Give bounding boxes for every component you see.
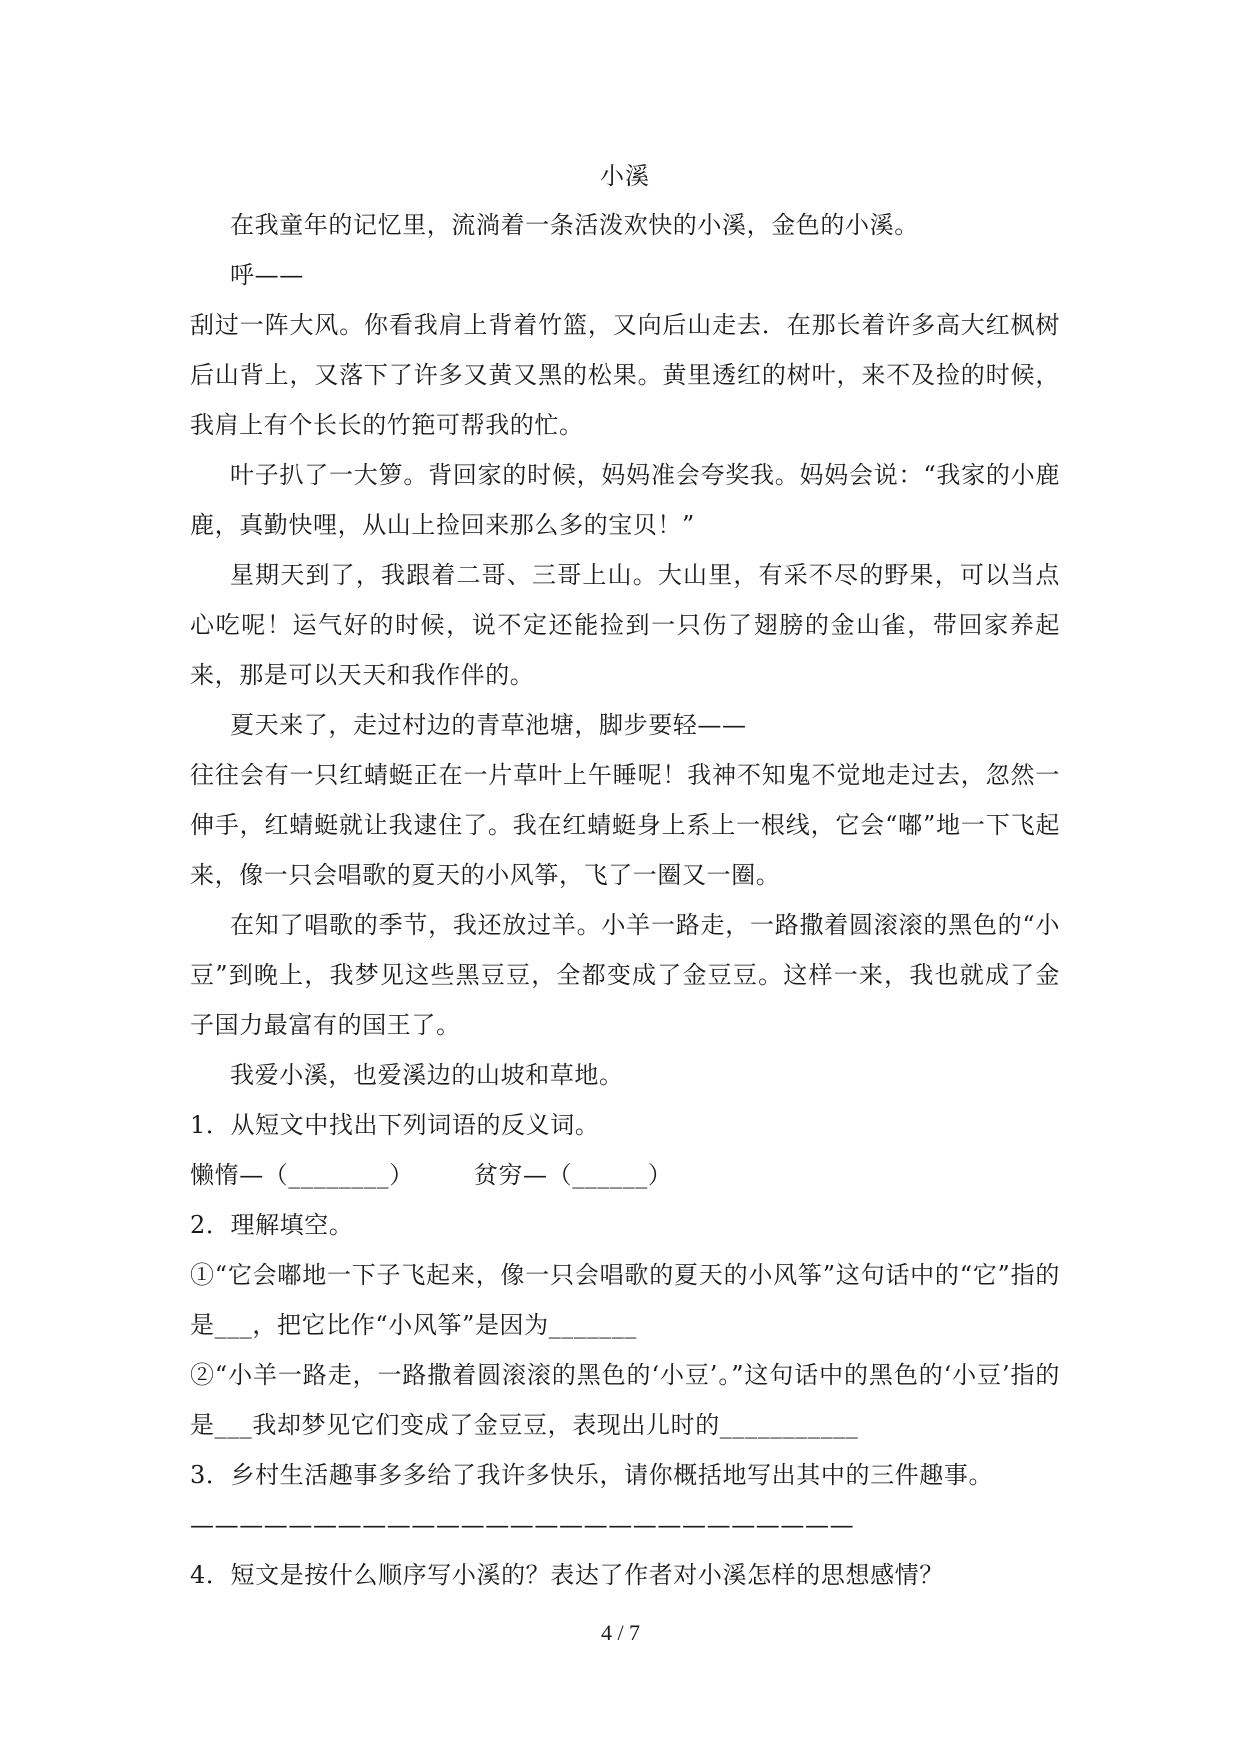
paragraph-4: 叶子扒了一大箩。背回家的时候，妈妈准会夸奖我。妈妈会说：“我家的小鹿鹿，真勤快哩，从山上捡回来那么多的宝贝！” [190,461,1060,539]
question-2-item-1[interactable]: ①“它会嘟地一下子飞起来，像一只会唱歌的夏天的小风筝”这句话中的“它”指的是___，把它比作“小风筝”是因为_______ [190,1261,1060,1339]
paragraph-6: 夏天来了，走过村边的青草池塘，脚步要轻—— [230,711,747,739]
question-1-answers [190,1150,1060,1200]
paragraph-3: 刮过一阵大风。你看我肩上背着竹篮，又向后山走去．在那长着许多高大红枫树后山背上，又落下了许多又黄又黑的松果。黄里透红的树叶，来不及捡的时候，我肩上有个长长的竹筢可帮我的忙。 [190,311,1060,439]
paragraph-7: 往往会有一只红蜻蜓正在一片草叶上午睡呢！我神不知鬼不觉地走过去，忽然一伸手，红蜻蜓就让我逮住了。我在红蜻蜓身上系上一根线，它会“嘟”地一下飞起来，像一只会唱歌的夏天的小风筝，飞了一圈又一圈。 [190,761,1060,889]
question-4: 4．短文是按什么顺序写小溪的？表达了作者对小溪怎样的思想感情？ [190,1561,944,1589]
question-2: 2．理解填空。 [190,1211,354,1239]
paragraph-2: 呼—— [230,261,304,289]
antonym-blank-poor[interactable]: 贫穷—（______） [473,1161,673,1189]
question-3: 3．乡村生活趣事多多给了我许多快乐，请你概括地写出其中的三件趣事。 [190,1461,994,1489]
question-3-answer-line[interactable]: ——————————————————————————— [190,1511,855,1539]
paragraph-8: 在知了唱歌的季节，我还放过羊。小羊一路走，一路撒着圆滚滚的黑色的“小豆”到晚上，我梦见这些黑豆豆，全都变成了金豆豆。这样一来，我也就成了金子国力最富有的国王了。 [190,911,1060,1039]
page-number: 4 / 7 [600,1620,641,1645]
spacer [414,1150,474,1200]
question-1: 1．从短文中找出下列词语的反义词。 [190,1111,600,1139]
paragraph-5: 星期天到了，我跟着二哥、三哥上山。大山里，有采不尽的野果，可以当点心吃呢！运气好的时候，说不定还能捡到一只伤了翅膀的金山雀，带回家养起来，那是可以天天和我作伴的。 [190,561,1060,689]
document-page [190,156,1060,1600]
question-2-item-2[interactable]: ②“小羊一路走，一路撒着圆滚滚的黑色的‘小豆’。”这句话中的黑色的‘小豆’指的是___我却梦见它们变成了金豆豆，表现出儿时的___________ [190,1361,1060,1439]
passage-title: 小溪 [600,162,650,190]
antonym-blank-lazy[interactable]: 懒惰—（________） [190,1161,414,1189]
paragraph-9: 我爱小溪，也爱溪边的山坡和草地。 [230,1061,624,1089]
paragraph-1: 在我童年的记忆里，流淌着一条活泼欢快的小溪，金色的小溪。 [230,211,919,239]
